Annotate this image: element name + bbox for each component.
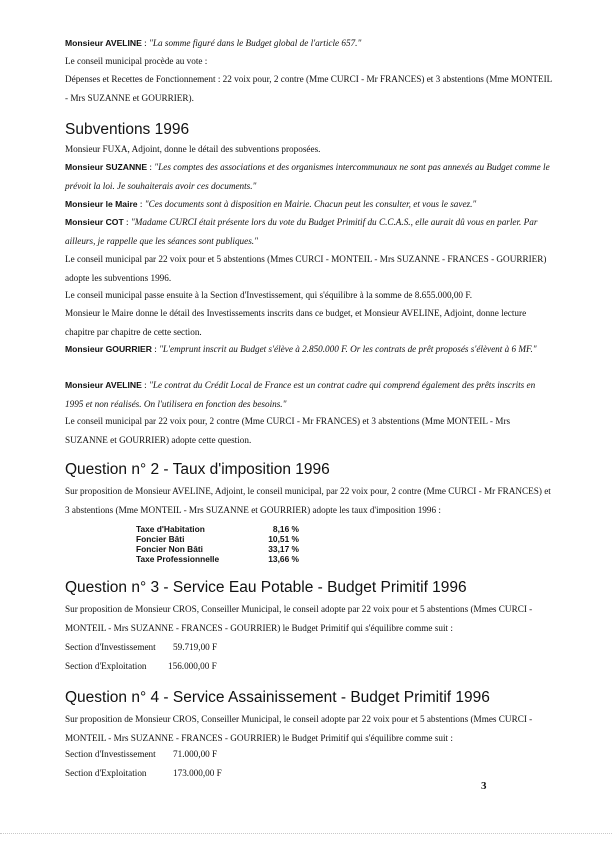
cot-remark: Monsieur COT : "Madame CURCI était présente lors du vote du Budget Primitif du C.C.A.S., elle aurait dû vous en parler. Par ailleurs, je rappelle que les séances sont publiques." — [65, 217, 538, 246]
quote: "Les comptes des associations et des organismes intercommunaux ne sont pas annexés au Budget comme le prévoit la loi. Je souhaiterais avoir ces documents." — [65, 162, 550, 191]
rate-label: Foncier Bâti — [136, 534, 185, 544]
maire-remark: Monsieur le Maire : "Ces documents sont à disposition en Mairie. Chacun peut les consulter, et vous le savez." — [65, 199, 477, 209]
paragraph: Monsieur FUXA, Adjoint, donne le détail des subventions proposées. — [65, 144, 321, 154]
line-amount: 71.000,00 F — [173, 749, 218, 759]
paragraph: Monsieur le Maire donne le détail des Investissements inscrits dans ce budget, et Monsieur AVELINE, Adjoint, donne lecture chapitre par chapitre de cette section. — [65, 308, 527, 337]
line-label: Section d'Investissement — [65, 642, 156, 652]
line-label: Section d'Exploitation — [65, 768, 147, 778]
aveline-remark: Monsieur AVELINE : "La somme figuré dans le Budget global de l'article 657." — [65, 38, 362, 48]
quote: "Le contrat du Crédit Local de France est un contrat cadre qui comprend également des prêts inscrits en 1995 et non réalisés. On l'utilisera en fonction des besoins." — [65, 380, 536, 409]
speaker-name: Monsieur AVELINE — [65, 38, 142, 48]
suzanne-remark: Monsieur SUZANNE : "Les comptes des associations et des organismes intercommunaux ne sont pas annexés au Budget comme le prévoit la loi. Je souhaiterais avoir ces documents." — [65, 162, 550, 191]
exploitation-line — [65, 767, 222, 779]
line-label: Section d'Exploitation — [65, 661, 147, 671]
tax-rates-table — [136, 524, 299, 564]
quote: "L'emprunt inscrit au Budget s'élève à 2.850.000 F. Or les contrats de prêt proposés s'élèvent à 6 MF." — [159, 344, 537, 354]
quote: "La somme figuré dans le Budget global de l'article 657." — [149, 38, 362, 48]
speaker-name: Monsieur COT — [65, 217, 124, 227]
section-heading-question-2: Question n° 2 - Taux d'imposition 1996 — [65, 461, 330, 478]
line-amount: 156.000,00 F — [168, 661, 217, 671]
aveline-remark-2: Monsieur AVELINE : "Le contrat du Crédit Local de France est un contrat cadre qui comprend également des prêts inscrits en 1995 et non réalisés. On l'utilisera en fonction des besoins." — [65, 380, 536, 409]
paragraph: Sur proposition de Monsieur CROS, Conseiller Municipal, le conseil adopte par 22 voix pour et 5 abstentions (Mmes CURCI - MONTEIL - Mrs SUZANNE - FRANCES - GOURRIER) le Budget Primitif qui s'équilibre comme suit : — [65, 714, 533, 743]
rate-value: 10,51 % — [268, 534, 299, 544]
line-amount: 173.000,00 F — [173, 768, 222, 778]
paragraph: Le conseil municipal par 22 voix pour, 2 contre (Mme CURCI - Mr FRANCES) et 3 abstentions (Mme MONTEIL - Mrs SUZANNE et GOURRIER) adopte cette question. — [65, 416, 511, 445]
vote-result: Dépenses et Recettes de Fonctionnement : 22 voix pour, 2 contre (Mme CURCI - Mr FRANCES) et 3 abstentions (Mme MONTEIL - Mrs SUZANNE et GOURRIER). — [65, 74, 552, 103]
rate-value: 8,16 % — [272, 524, 299, 534]
rate-value: 13,66 % — [268, 554, 299, 564]
table-row — [136, 534, 299, 544]
table-row — [136, 544, 299, 554]
speaker-name: Monsieur AVELINE — [65, 380, 142, 390]
quote: "Madame CURCI était présente lors du vote du Budget Primitif du C.C.A.S., elle aurait dû vous en parler. Par ailleurs, je rappelle que les séances sont publiques." — [65, 217, 538, 246]
page-number: 3 — [481, 780, 487, 792]
speaker-name: Monsieur le Maire — [65, 199, 138, 209]
gourrier-remark: Monsieur GOURRIER : "L'emprunt inscrit au Budget s'élève à 2.850.000 F. Or les contrats de prêt proposés s'élèvent à 6 MF." — [65, 344, 537, 354]
paragraph: Sur proposition de Monsieur CROS, Conseiller Municipal, le conseil adopte par 22 voix pour et 5 abstentions (Mmes CURCI - MONTEIL - Mrs SUZANNE - FRANCES - GOURRIER) le Budget Primitif qui s'équilibre comme suit : — [65, 604, 533, 633]
section-heading-question-4: Question n° 4 - Service Assainissement - Budget Primitif 1996 — [65, 689, 490, 706]
speaker-name: Monsieur GOURRIER — [65, 344, 152, 354]
investment-line — [65, 748, 218, 760]
section-heading-question-3: Question n° 3 - Service Eau Potable - Budget Primitif 1996 — [65, 579, 467, 596]
section-heading-subventions: Subventions 1996 — [65, 121, 190, 138]
table-row — [136, 524, 299, 534]
line-label: Section d'Investissement — [65, 749, 156, 759]
investment-line — [65, 641, 218, 653]
rate-label: Foncier Non Bâti — [136, 544, 204, 554]
rate-label: Taxe Professionnelle — [136, 554, 220, 564]
rate-label: Taxe d'Habitation — [136, 524, 205, 534]
paragraph: Le conseil municipal par 22 voix pour et 5 abstentions (Mmes CURCI - MONTEIL - Mrs SUZANNE - FRANCES - GOURRIER) adopte les subventions 1996. — [65, 254, 547, 283]
exploitation-line — [65, 660, 217, 672]
scan-edge-divider — [0, 833, 612, 834]
rate-value: 33,17 % — [268, 544, 299, 554]
paragraph: Le conseil municipal passe ensuite à la Section d'Investissement, qui s'équilibre à la somme de 8.655.000,00 F. — [65, 290, 472, 300]
line-amount: 59.719,00 F — [173, 642, 218, 652]
vote-intro: Le conseil municipal procède au vote : — [65, 56, 208, 66]
quote: "Ces documents sont à disposition en Mairie. Chacun peut les consulter, et vous le savez." — [144, 199, 477, 209]
table-row — [136, 554, 299, 564]
paragraph: Sur proposition de Monsieur AVELINE, Adjoint, le conseil municipal, par 22 voix pour, 2 contre (Mme CURCI - Mr FRANCES) et 3 abstentions (Mme MONTEIL - Mrs SUZANNE et GOURRIER) adopte les taux d'imposition 1996 : — [65, 486, 551, 515]
speaker-name: Monsieur SUZANNE — [65, 162, 148, 172]
